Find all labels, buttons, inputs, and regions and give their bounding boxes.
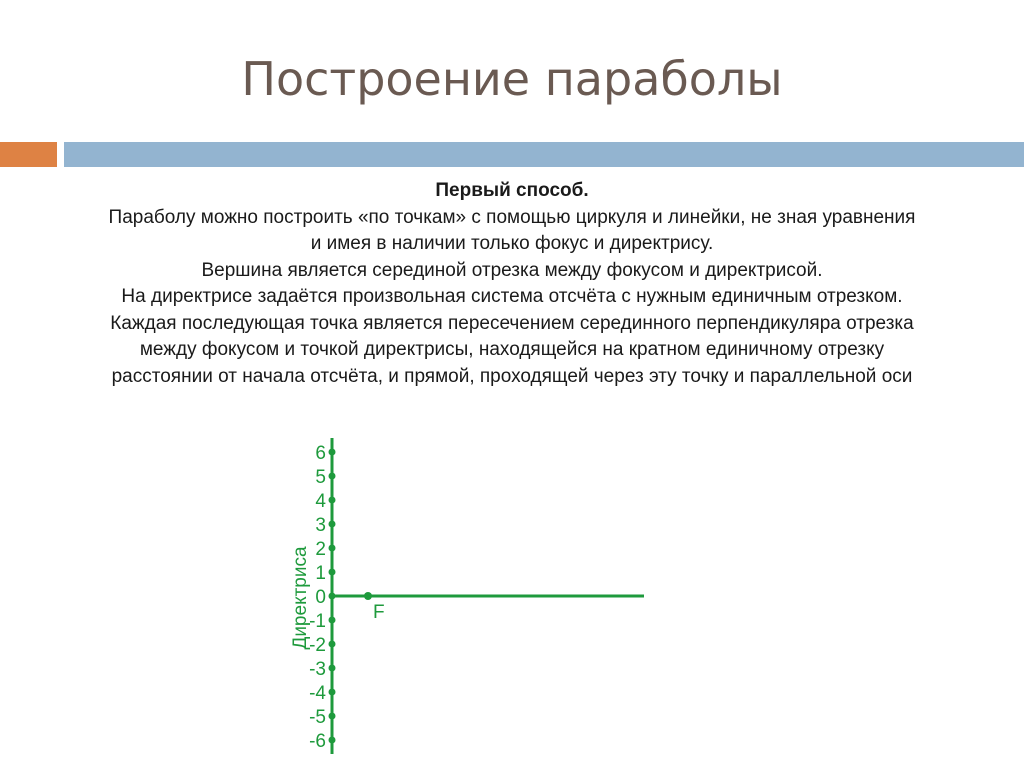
tick-label: 4 xyxy=(315,491,326,512)
tick-point xyxy=(329,737,336,744)
tick-point xyxy=(329,641,336,648)
slide-title: Построение параболы xyxy=(241,52,783,106)
tick-point xyxy=(329,449,336,456)
tick-point xyxy=(329,497,336,504)
tick-label: 0 xyxy=(315,587,326,608)
text-line: На директрисе задаётся произвольная система отсчёта с нужным единичным отрезком. xyxy=(121,286,903,307)
directrix-label: Директриса xyxy=(290,546,311,650)
tick-point xyxy=(329,569,336,576)
focus-label: F xyxy=(373,602,385,623)
tick-label: -6 xyxy=(309,731,326,752)
text-line: расстоянии от начала отсчёта, и прямой, проходящей через эту точку и параллельной оси xyxy=(111,365,913,387)
text-line: Каждая последующая точка является пересечением серединного перпендикуляра отрезка xyxy=(110,312,914,334)
tick-label: -3 xyxy=(309,659,326,680)
tick-point xyxy=(329,665,336,672)
tick-label: -2 xyxy=(309,635,326,656)
tick-label: 1 xyxy=(315,563,326,584)
heading: Первый способ. xyxy=(435,180,589,201)
tick-point xyxy=(329,617,336,624)
focus-point xyxy=(364,592,372,600)
tick-label: 6 xyxy=(315,443,326,464)
tick-point xyxy=(329,521,336,528)
tick-label: 3 xyxy=(315,515,326,536)
tick-label: -4 xyxy=(309,683,326,704)
text-line: Вершина является серединой отрезка между фокусом и директрисой. xyxy=(201,259,823,281)
tick-point xyxy=(329,545,336,552)
tick-point xyxy=(329,593,336,600)
tick-label: -5 xyxy=(309,707,326,728)
text-line: между фокусом и точкой директрисы, находящейся на кратном единичному отрезку xyxy=(139,339,885,360)
tick-point xyxy=(329,689,336,696)
tick-point xyxy=(329,473,336,480)
tick-label: 2 xyxy=(315,539,326,560)
text-line: Параболу можно построить «по точкам» с помощью циркуля и линейки, не зная уравнения xyxy=(108,206,916,228)
text-line: и имея в наличии только фокус и директрису. xyxy=(310,233,714,254)
tick-point xyxy=(329,713,336,720)
tick-label: -1 xyxy=(309,611,326,632)
tick-label: 5 xyxy=(315,467,326,488)
